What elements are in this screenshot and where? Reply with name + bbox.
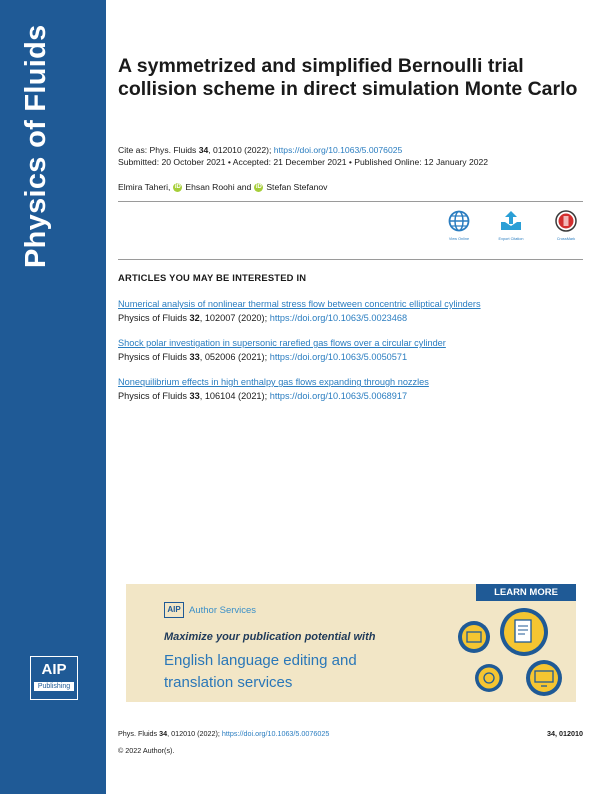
view-online-button[interactable]: View Online [437,210,481,241]
related-article-doi[interactable]: https://doi.org/10.1063/5.0050571 [269,352,408,362]
orcid-icon[interactable]: iD [255,183,262,190]
export-citation-button[interactable]: Export Citation [489,210,533,241]
aip-publishing-logo[interactable]: AIP Publishing [30,656,78,700]
copyright: © 2022 Author(s). [118,746,175,755]
related-article-title[interactable]: Nonequilibrium effects in high enthalpy gas flows expanding through nozzles [118,377,429,387]
related-article-ref: Physics of Fluids 33, 052006 (2021); https://doi.org/10.1063/5.0050571 [118,352,408,362]
related-article-title[interactable]: Numerical analysis of nonlinear thermal stress flow between concentric elliptical cylinders [118,299,481,309]
divider [118,201,583,202]
cite-line: Cite as: Phys. Fluids 34, 012010 (2022); https://doi.org/10.1063/5.0076025 [118,145,403,155]
author-list [118,182,327,192]
author-name[interactable]: Stefan Stefanov [266,182,328,192]
citation-block [118,144,588,168]
related-article [118,336,588,364]
related-article-doi[interactable]: https://doi.org/10.1063/5.0068917 [269,391,408,401]
ad-brand [164,602,256,618]
related-article-doi[interactable]: https://doi.org/10.1063/5.0023468 [269,313,408,323]
learn-more-button[interactable]: LEARN MORE [476,584,576,601]
journal-sidebar: Physics of Fluids AIP Publishing [0,0,106,794]
related-article [118,375,588,403]
author-name[interactable]: Ehsan Roohi and [185,182,252,192]
related-articles-heading: ARTICLES YOU MAY BE INTERESTED IN [118,272,307,283]
ad-service-name: Author Services [189,604,257,616]
related-article-ref: Physics of Fluids 33, 106104 (2021); https://doi.org/10.1063/5.0068917 [118,391,408,401]
ad-illustration [444,606,570,698]
author-services-ad[interactable] [126,584,576,702]
related-article-ref: Physics of Fluids 32, 102007 (2020); https://doi.org/10.1063/5.0023468 [118,313,408,323]
cite-doi-link[interactable]: https://doi.org/10.1063/5.0076025 [273,145,403,155]
orcid-icon[interactable]: iD [174,183,181,190]
crossmark-button[interactable]: CrossMark [544,210,588,241]
globe-icon [448,210,470,232]
page-footer: Phys. Fluids 34, 012010 (2022); https://doi.org/10.1063/5.0076025 34, 012010 [118,729,583,738]
author-name[interactable]: Elmira Taheri, [118,182,171,192]
footer-page-ref: 34, 012010 [547,729,583,738]
ad-tagline: Maximize your publication potential with [164,631,376,643]
crossmark-icon [555,210,577,232]
aip-mini-logo: AIP [164,602,184,618]
export-icon [498,210,524,232]
publication-dates: Submitted: 20 October 2021 • Accepted: 21 December 2021 • Published Online: 12 January 2022 [118,157,489,167]
ad-headline: English language editing and translation services [164,652,357,691]
footer-doi-link[interactable]: https://doi.org/10.1063/5.0076025 [221,729,330,738]
related-article-title[interactable]: Shock polar investigation in supersonic rarefied gas flows over a circular cylinder [118,338,446,348]
document-edit-icon [515,620,531,642]
related-article [118,297,588,325]
divider [118,259,583,260]
article-title: A symmetrized and simplified Bernoulli trial collision scheme in direct simulation Monte Carlo [118,55,578,100]
